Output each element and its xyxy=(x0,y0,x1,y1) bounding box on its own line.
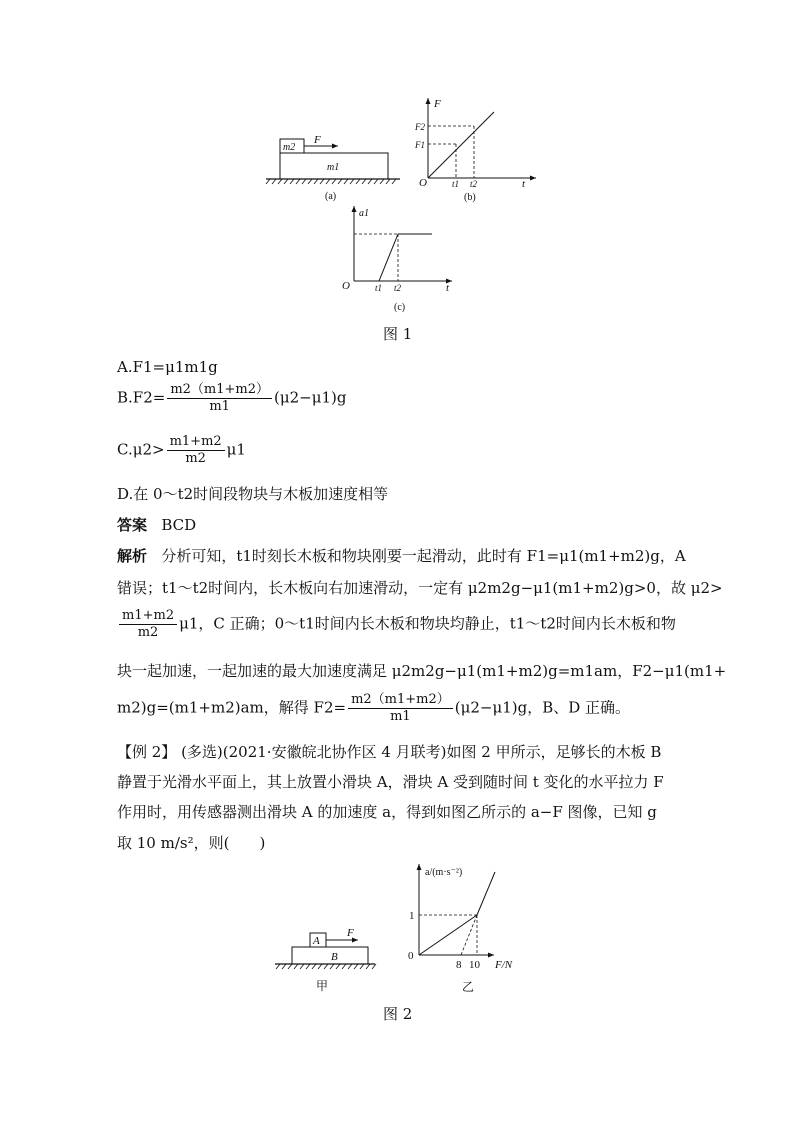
option-b-suffix: (μ2−μ1)g xyxy=(274,388,347,407)
figure-2-caption: 图 2 xyxy=(383,1005,413,1023)
option-c-prefix: C.μ2> xyxy=(117,440,165,459)
fig1b-F-axis: F xyxy=(434,98,441,110)
fig1c-graph xyxy=(338,203,458,318)
fig1b-t-axis: t xyxy=(522,178,526,190)
fig1b-F1-label: F1 xyxy=(415,140,425,150)
option-c-suffix: μ1 xyxy=(226,440,246,459)
answer-label: 答案 xyxy=(117,516,148,534)
analysis-line-1 xyxy=(117,546,686,566)
fig2-tick-8: 8 xyxy=(456,959,462,971)
example2-line-3: 作用时，用传感器测出滑块 A 的加速度 a，得到如图乙所示的 a−F 图像，已知 g xyxy=(117,803,657,821)
answer-value: BCD xyxy=(161,516,197,534)
fig2-A-label: A xyxy=(313,935,320,947)
option-b xyxy=(117,382,346,415)
option-b-prefix: B.F2= xyxy=(117,388,166,407)
analysis-line-2: 错误；t1～t2时间内，长木板向右加速滑动，一定有 μ2m2g−μ1(m1+m2)g>0，故 μ2> xyxy=(117,579,723,597)
analysis-text-5-pre: m2)g=(m1+m2)am，解得 F2= xyxy=(117,698,347,717)
fig2-F-label: F xyxy=(347,927,354,939)
example2-line-4: 取 10 m/s²，则( ) xyxy=(117,834,266,852)
analysis-line-3 xyxy=(117,608,676,641)
fig2-tick-10: 10 xyxy=(469,959,480,971)
fig2-yi-graph xyxy=(404,860,534,994)
option-c-fraction xyxy=(167,434,225,467)
fig1b-caption: (b) xyxy=(464,192,476,203)
fig1b-t1-label: t1 xyxy=(452,179,460,189)
fig1b-t2-label: t2 xyxy=(470,179,478,189)
fig2-y-axis-label: a/(m·s⁻²) xyxy=(425,867,463,878)
option-b-fraction xyxy=(167,382,272,415)
fig1c-t1-label: t1 xyxy=(375,283,383,293)
fig1a-F-label: F xyxy=(314,134,321,146)
fig2-yi-label: 乙 xyxy=(462,980,475,994)
option-b-denominator: m1 xyxy=(209,399,230,414)
option-c-denominator: m2 xyxy=(185,451,206,466)
analysis-text-5-post: (μ2−μ1)g，B、D 正确。 xyxy=(454,698,631,717)
option-b-numerator: m2（m1+m2） xyxy=(167,382,272,399)
analysis-text-3: μ1，C 正确；0～t1时间内长木板和物块均静止，t1～t2时间内长木板和物 xyxy=(179,614,676,633)
fig2-B-label: B xyxy=(331,951,338,963)
analysis-fraction-2-numerator: m2（m1+m2） xyxy=(348,692,453,709)
fig1c-a1-axis: a1 xyxy=(359,208,369,219)
analysis-line-4: 块一起加速，一起加速的最大加速度满足 μ2m2g−μ1(m1+m2)g=m1am，F2−μ1(m1+ xyxy=(117,662,727,680)
example2-line-1: 【例 2】 (多选)(2021·安徽皖北协作区 4 月联考)如图 2 甲所示，足够长的木板 B xyxy=(117,743,662,761)
figure-1-caption: 图 1 xyxy=(383,325,413,343)
fig1a-m2-label: m2 xyxy=(283,142,296,153)
fig1a-caption: (a) xyxy=(325,191,337,202)
fig1c-t-axis: t xyxy=(446,282,450,294)
fig1a-diagram xyxy=(262,128,402,204)
fig1c-t2-label: t2 xyxy=(394,283,402,293)
fig2-tick-1: 1 xyxy=(409,910,415,922)
analysis-line-5 xyxy=(117,692,630,725)
option-d: D.在 0～t2时间段物块与木板加速度相等 xyxy=(117,485,389,503)
analysis-fraction-1 xyxy=(119,608,177,641)
analysis-fraction-1-denominator: m2 xyxy=(137,625,159,640)
fig1a-m1-label: m1 xyxy=(327,162,340,173)
option-c-numerator: m1+m2 xyxy=(167,434,225,451)
option-c xyxy=(117,434,246,467)
fig2-tick-0: 0 xyxy=(408,950,414,962)
fig1b-F2-label: F2 xyxy=(415,122,425,132)
option-a: A.F1=μ1m1g xyxy=(117,358,218,376)
fig1c-caption: (c) xyxy=(394,302,406,313)
analysis-text-1: 分析可知，t1时刻长木板和物块刚要一起滑动，此时有 F1=μ1(m1+m2)g，A xyxy=(161,547,686,565)
fig2-jia-diagram xyxy=(272,920,378,996)
fig1b-graph xyxy=(412,94,538,204)
analysis-fraction-2-denominator: m1 xyxy=(390,709,411,724)
analysis-label: 解析 xyxy=(117,547,148,565)
example2-line-2: 静置于光滑水平面上，其上放置小滑块 A，滑块 A 受到随时间 t 变化的水平拉力 F xyxy=(117,773,664,791)
analysis-fraction-2 xyxy=(348,692,453,725)
analysis-fraction-1-numerator: m1+m2 xyxy=(119,608,177,625)
fig2-jia-label: 甲 xyxy=(316,979,329,993)
fig2-x-axis-label: F/N xyxy=(495,959,513,971)
fig1c-origin: O xyxy=(342,280,350,292)
answer-line xyxy=(117,515,196,535)
fig1b-origin: O xyxy=(419,177,427,189)
